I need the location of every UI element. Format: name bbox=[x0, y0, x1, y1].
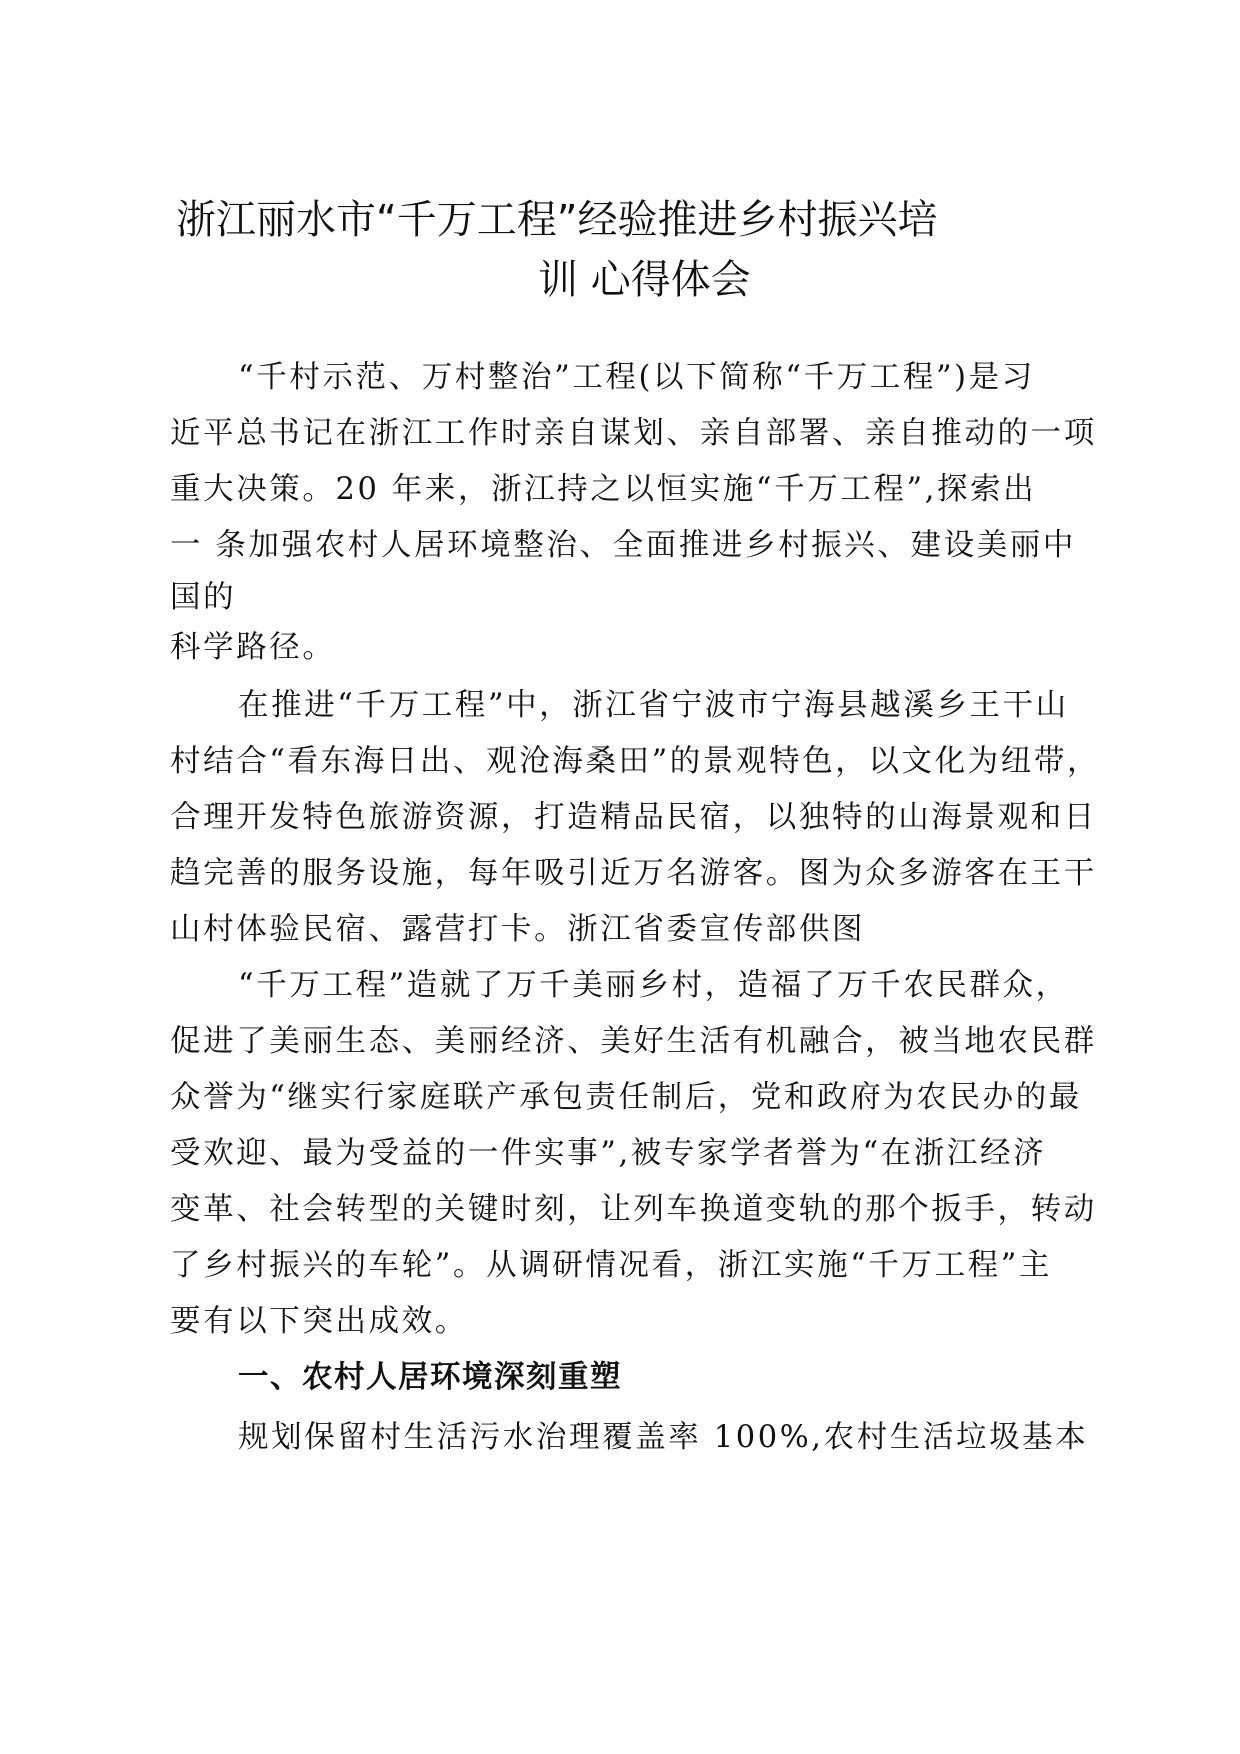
document-title-line-2: 训 心得体会 bbox=[538, 257, 751, 303]
paragraph-line: 山村体验民宿、露营打卡。浙江省委宣传部供图 bbox=[170, 912, 866, 947]
paragraph-line: 在推进“千万工程”中，浙江省宁波市宁海县越溪乡王干山 bbox=[238, 688, 1069, 723]
document-title-line-1: 浙江丽水市“千万工程”经验推进乡村振兴培 bbox=[176, 197, 938, 243]
paragraph-line: 近平总书记在浙江工作时亲自谋划、亲自部署、亲自推动的一项 bbox=[170, 416, 1097, 451]
paragraph-line: 促进了美丽生态、美丽经济、美好生活有机融合，被当地农民群 bbox=[170, 1024, 1097, 1059]
paragraph-line: 众誉为“继实行家庭联产承包责任制后，党和政府为农民办的最 bbox=[170, 1080, 1082, 1115]
paragraph-line: 趋完善的服务设施，每年吸引近万名游客。图为众多游客在王干 bbox=[170, 856, 1097, 891]
paragraph-line: 变革、社会转型的关键时刻，让列车换道变轨的那个扳手，转动 bbox=[170, 1192, 1097, 1227]
paragraph-line: 国的 bbox=[170, 580, 237, 615]
paragraph-line: “千村示范、万村整治”工程(以下简称“千万工程”)是习 bbox=[238, 360, 1035, 395]
paragraph-line: 规划保留村生活污水治理覆盖率 100%,农村生活垃圾基本 bbox=[238, 1420, 1089, 1455]
paragraph-line: 要有以下突出成效。 bbox=[170, 1304, 468, 1339]
paragraph-line: “千万工程”造就了万千美丽乡村，造福了万千农民群众， bbox=[238, 968, 1069, 1003]
section-heading-text: 一、农村人居环境深刻重塑 bbox=[238, 1360, 622, 1395]
paragraph-line: 合理开发特色旅游资源，打造精品民宿，以独特的山海景观和日 bbox=[170, 800, 1097, 835]
paragraph-line: 村结合“看东海日出、观沧海桑田”的景观特色，以文化为纽带， bbox=[170, 744, 1101, 779]
paragraph-line: 重大决策。20 年来，浙江持之以恒实施“千万工程”,探索出 bbox=[170, 472, 1037, 507]
paragraph-line: 了乡村振兴的车轮”。从调研情况看，浙江实施“千万工程”主 bbox=[170, 1248, 1053, 1283]
paragraph-line: 科学路径。 bbox=[170, 630, 336, 665]
paragraph-line: 一 条加强农村人居环境整治、全面推进乡村振兴、建设美丽中 bbox=[170, 528, 1076, 563]
paragraph-line: 受欢迎、最为受益的一件实事”,被专家学者誉为“在浙江经济 bbox=[170, 1136, 1047, 1171]
